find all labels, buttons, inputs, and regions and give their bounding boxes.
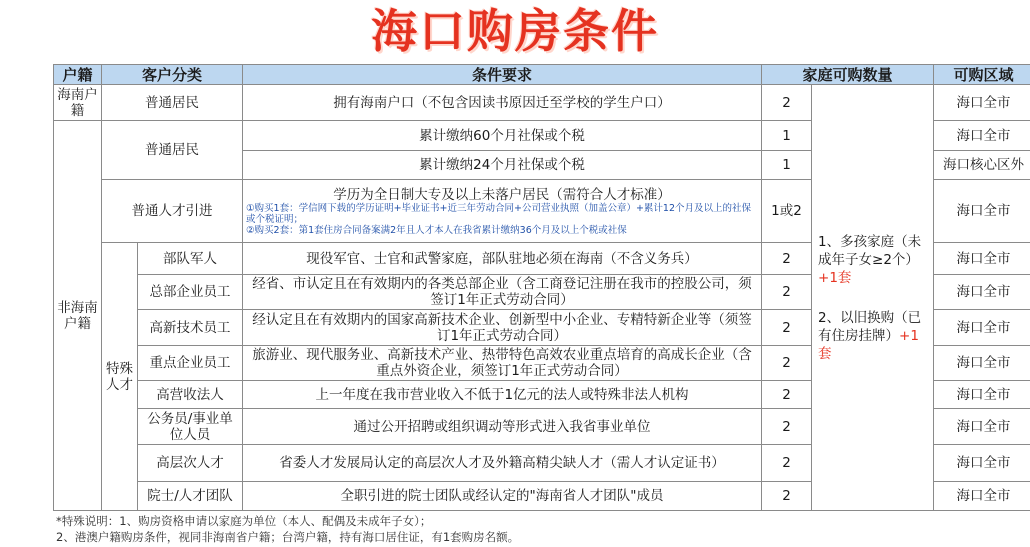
category-cell: 公务员/事业单位人员 <box>138 409 243 445</box>
area-cell: 海口全市 <box>934 121 1030 151</box>
area-cell: 海口全市 <box>934 85 1030 121</box>
condition-cell: 上一年度在我市营业收入不低于1亿元的法人或特殊非法人机构 <box>243 381 762 409</box>
count-cell: 2 <box>762 381 812 409</box>
category-cell: 高层次人才 <box>138 445 243 482</box>
condition-cell: 拥有海南户口（不包含因读书原因迁至学校的学生户口） <box>243 85 762 121</box>
footer-notes <box>56 513 996 545</box>
count-cell: 2 <box>762 409 812 445</box>
condition-cell: 省委人才发展局认定的高层次人才及外籍高精尖缺人才（需人才认定证书） <box>243 445 762 482</box>
count-cell: 2 <box>762 445 812 482</box>
table-row <box>54 85 1030 121</box>
header-count: 家庭可购数量 <box>762 65 934 85</box>
area-cell: 海口全市 <box>934 180 1030 243</box>
area-cell: 海口全市 <box>934 445 1030 482</box>
header-category: 客户分类 <box>102 65 243 85</box>
condition-note-2: ②购买2套：第1套住房合同备案满2年且人才本人在我省累计缴纳36个月及以上个税或社保 <box>246 224 627 236</box>
footer-line-1: *特殊说明：1、购房资格申请以家庭为单位（本人、配偶及未成年子女）； <box>56 514 432 528</box>
header-condition: 条件要求 <box>243 65 762 85</box>
condition-cell: 通过公开招聘或组织调动等形式进入我省事业单位 <box>243 409 762 445</box>
category-cell: 普通居民 <box>102 121 243 180</box>
category-cell: 部队军人 <box>138 243 243 275</box>
count-cell: 2 <box>762 243 812 275</box>
area-cell: 海口全市 <box>934 346 1030 381</box>
category-cell: 院士/人才团队 <box>138 482 243 511</box>
count-cell: 2 <box>762 85 812 121</box>
area-cell: 海口全市 <box>934 243 1030 275</box>
area-cell: 海口全市 <box>934 381 1030 409</box>
condition-cell: 全职引进的院士团队或经认定的"海南省人才团队"成员 <box>243 482 762 511</box>
family-note-line1: 1、多孩家庭（未成年子女≥2个） <box>818 233 922 268</box>
family-note-line2: 2、以旧换购（已有住房挂牌） <box>818 309 922 344</box>
purchase-conditions-table <box>53 64 1030 511</box>
condition-cell: 经省、市认定且在有效期内的各类总部企业（含工商登记注册在我市的控股公司，须签订1年正式劳动合同） <box>243 275 762 310</box>
area-cell: 海口全市 <box>934 482 1030 511</box>
family-note-line2-plus: +1套 <box>818 327 919 362</box>
area-cell: 海口全市 <box>934 310 1030 346</box>
condition-cell: 累计缴纳24个月社保或个税 <box>243 151 762 180</box>
condition-cell: 累计缴纳60个月社保或个税 <box>243 121 762 151</box>
category-cell: 高新技术员工 <box>138 310 243 346</box>
area-cell: 海口核心区外 <box>934 151 1030 180</box>
category-cell: 重点企业员工 <box>138 346 243 381</box>
huji-non-hainan: 非海南户籍 <box>54 121 102 511</box>
area-cell: 海口全市 <box>934 409 1030 445</box>
header-row <box>54 65 1030 85</box>
count-cell: 2 <box>762 275 812 310</box>
condition-cell: 旅游业、现代服务业、高新技术产业、热带特色高效农业重点培育的高成长企业（含重点外资企业，须签订1年正式劳动合同） <box>243 346 762 381</box>
family-note-line1-plus: +1套 <box>818 269 852 286</box>
count-cell: 2 <box>762 346 812 381</box>
condition-cell: 现役军官、士官和武警家庭，部队驻地必须在海南（不含义务兵） <box>243 243 762 275</box>
condition-note-1: ①购买1套：学信网下载的学历证明+毕业证书+近三年劳动合同+公司营业执照（加盖公章）+累计12个月及以上的社保或个税证明； <box>246 202 752 225</box>
condition-cell <box>243 180 762 243</box>
count-cell: 2 <box>762 482 812 511</box>
special-talent-label: 特殊人才 <box>102 243 138 511</box>
purchase-conditions-table-wrapper <box>53 64 1030 511</box>
count-cell: 1 <box>762 121 812 151</box>
family-bonus-note <box>812 85 934 511</box>
category-cell: 普通人才引进 <box>102 180 243 243</box>
category-cell: 普通居民 <box>102 85 243 121</box>
page-title: 海口购房条件 <box>371 4 659 58</box>
count-cell: 2 <box>762 310 812 346</box>
condition-main: 学历为全日制大专及以上未落户居民（需符合人才标准） <box>333 186 671 203</box>
count-cell: 1或2 <box>762 180 812 243</box>
category-cell: 高营收法人 <box>138 381 243 409</box>
header-huji: 户籍 <box>54 65 102 85</box>
condition-cell: 经认定且在有效期内的国家高新技术企业、创新型中小企业、专精特新企业等（须签订1年正式劳动合同） <box>243 310 762 346</box>
header-area: 可购区域 <box>934 65 1030 85</box>
footer-line-2: 2、港澳户籍购房条件，视同非海南省户籍；台湾户籍，持有海口居住证，有1套购房名额。 <box>56 530 520 544</box>
count-cell: 1 <box>762 151 812 180</box>
huji-hainan: 海南户籍 <box>54 85 102 121</box>
area-cell: 海口全市 <box>934 275 1030 310</box>
category-cell: 总部企业员工 <box>138 275 243 310</box>
